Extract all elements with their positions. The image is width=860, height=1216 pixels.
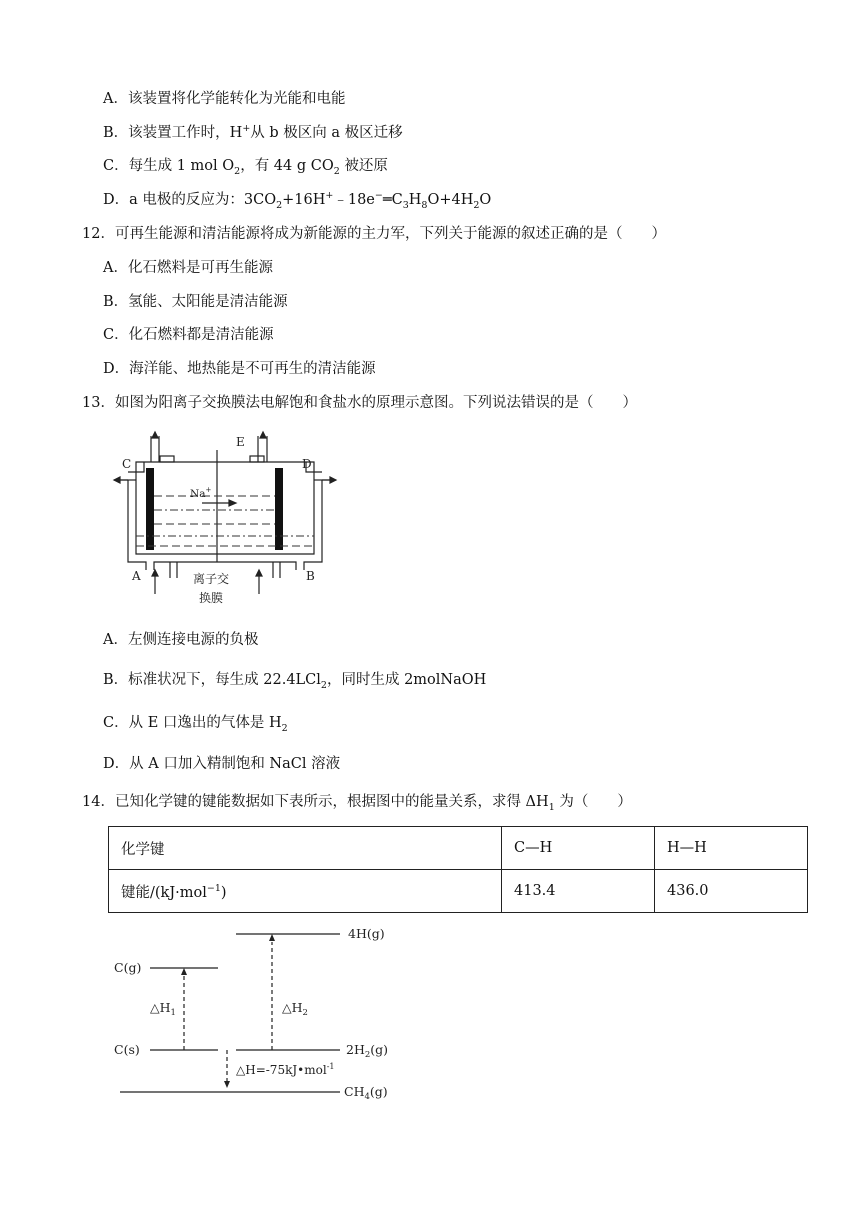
- q12-option-a: A．化石燃料是可再生能源: [103, 260, 273, 276]
- table-row: [109, 870, 808, 913]
- label-cg: C(g): [114, 960, 142, 975]
- q12-option-c: C．化石燃料都是清洁能源: [103, 327, 274, 343]
- electrolysis-diagram: [110, 428, 340, 610]
- q13-option-c: C．从 E 口逸出的气体是 $H_2$: [103, 715, 288, 734]
- label-ch4: $CH_4(g)$: [344, 1084, 388, 1102]
- table-header-hh: H—H: [655, 827, 808, 870]
- label-d: D: [302, 457, 312, 471]
- membrane-label-1: 离子交: [193, 572, 230, 586]
- q13-option-b: B．标准状况下，每生成 22.4LCl$_2$，同时生成 2molNaOH: [103, 672, 487, 691]
- label-4h: 4H(g): [348, 926, 385, 941]
- q13-stem: 13．如图为阳离子交换膜法电解饱和食盐水的原理示意图。下列说法错误的是（ ）: [82, 395, 637, 411]
- table-header-bond: 化学键: [109, 827, 502, 870]
- label-a: A: [132, 569, 141, 583]
- table-header-ch: C—H: [502, 827, 655, 870]
- q11-option-a: A．该装置将化学能转化为光能和电能: [103, 91, 346, 107]
- label-dh: △H=-75kJ•mol$^{-1}$: [236, 1062, 335, 1077]
- q13-option-a: A．左侧连接电源的负极: [103, 632, 259, 648]
- membrane-label-2: 换膜: [199, 591, 224, 605]
- table-row-label: 键能/(kJ·mol$^{-1}$): [109, 870, 502, 913]
- q11-option-b: B．该装置工作时，H+从 b 极区向 a 极区迁移: [103, 123, 403, 141]
- label-e: E: [236, 435, 245, 449]
- label-dh1: $\triangle H_1$: [150, 1000, 176, 1018]
- q11-option-d: D．a 电极的反应为：$3CO_2+16H^+﹣18e^-═C_3H_8O+4H_2O$: [103, 190, 492, 211]
- label-c: C: [122, 457, 132, 471]
- q12-option-d: D．海洋能、地热能是不可再生的清洁能源: [103, 361, 376, 377]
- label-cs: C(s): [114, 1042, 140, 1057]
- label-b: B: [306, 569, 315, 583]
- svg-text:Na+: Na+: [190, 486, 212, 500]
- label-dh2: $\triangle H_2$: [282, 1000, 308, 1018]
- ion-label: Na: [190, 488, 206, 500]
- q13-option-d: D．从 A 口加入精制饱和 NaCl 溶液: [103, 756, 341, 772]
- bond-energy-table: [108, 826, 808, 913]
- table-cell-ch: 413.4: [502, 870, 655, 913]
- table-cell-hh: 436.0: [655, 870, 808, 913]
- label-2h2: $2H_2(g)$: [346, 1042, 389, 1060]
- q12-option-b: B．氢能、太阳能是清洁能源: [103, 294, 288, 310]
- q12-stem: 12．可再生能源和清洁能源将成为新能源的主力军，下列关于能源的叙述正确的是（ ）: [82, 226, 666, 242]
- energy-level-diagram: [108, 922, 408, 1108]
- table-row: [109, 827, 808, 870]
- q14-stem: 14．已知化学键的键能数据如下表所示，根据图中的能量关系，求得 $\Delta H_1$ 为（ ）: [82, 794, 632, 813]
- q11-option-c: C．每生成 1 mol $O_2$，有 44 g $CO_2$ 被还原: [103, 158, 388, 177]
